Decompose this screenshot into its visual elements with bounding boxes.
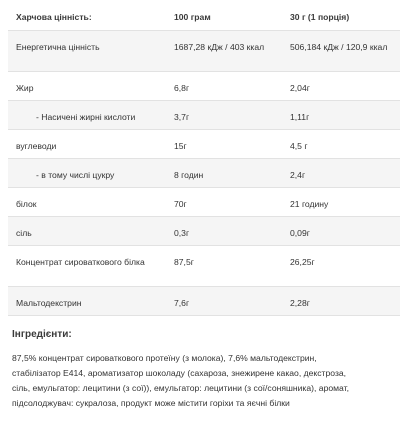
row-per-serving: 2,4г (282, 159, 400, 188)
row-per-serving: 506,184 кДж / 120,9 ккал (282, 31, 400, 72)
table-row-maltodextrin (8, 287, 400, 316)
ingredients-title: Інгредієнти: (12, 329, 72, 340)
header-per-serving: 30 г (1 порція) (282, 0, 400, 31)
row-name: Концентрат сироваткового білка (8, 246, 166, 287)
ingredients-text (12, 351, 392, 411)
row-per-serving: 2,28г (282, 287, 400, 316)
table-row-fat (8, 72, 400, 101)
ingredients-line: сіль, емульгатор: лецитини (з сої)), емульгатор: лецитини (з сої/соняшника), аромат, (12, 383, 350, 393)
row-name: - в тому числі цукру (8, 159, 166, 188)
row-per-serving: 1,11г (282, 101, 400, 130)
row-name: вуглеводи (8, 130, 166, 159)
row-name: Мальтодекстрин (8, 287, 166, 316)
row-per-100g: 8 годин (166, 159, 282, 188)
row-per-100g: 7,6г (166, 287, 282, 316)
ingredients-line: 87,5% концентрат сироваткового протеїну (з молока), 7,6% мальтодекстрин, (12, 353, 317, 363)
row-name: - Насичені жирні кислоти (8, 101, 166, 130)
nutrition-table (8, 0, 400, 316)
table-header-row (8, 0, 400, 31)
ingredients-line: стабілізатор Е414, ароматизатор шоколаду (сахароза, знежирене какао, декстроза, (12, 368, 347, 378)
row-name: сіль (8, 217, 166, 246)
row-per-100g: 0,3г (166, 217, 282, 246)
table-row-whey-concentrate (8, 246, 400, 287)
row-name: білок (8, 188, 166, 217)
row-per-serving: 4,5 г (282, 130, 400, 159)
table-row-carbohydrates (8, 130, 400, 159)
table-row-energy (8, 31, 400, 72)
table-row-salt (8, 217, 400, 246)
row-per-serving: 2,04г (282, 72, 400, 101)
row-per-100g: 87,5г (166, 246, 282, 287)
row-per-100g: 6,8г (166, 72, 282, 101)
row-per-serving: 21 годину (282, 188, 400, 217)
table-row-saturated-fat (8, 101, 400, 130)
header-per-100g: 100 грам (166, 0, 282, 31)
row-per-serving: 0,09г (282, 217, 400, 246)
row-per-100g: 1687,28 кДж / 403 ккал (166, 31, 282, 72)
header-nutrition: Харчова цінність: (8, 0, 166, 31)
row-per-100g: 3,7г (166, 101, 282, 130)
table-row-sugars (8, 159, 400, 188)
row-per-serving: 26,25г (282, 246, 400, 287)
row-per-100g: 70г (166, 188, 282, 217)
row-name: Енергетична цінність (8, 31, 166, 72)
row-name: Жир (8, 72, 166, 101)
ingredients-line: підсолоджувач: сукралоза, продукт може містити горіхи та яєчні білки (12, 398, 290, 408)
table-row-protein (8, 188, 400, 217)
row-per-100g: 15г (166, 130, 282, 159)
